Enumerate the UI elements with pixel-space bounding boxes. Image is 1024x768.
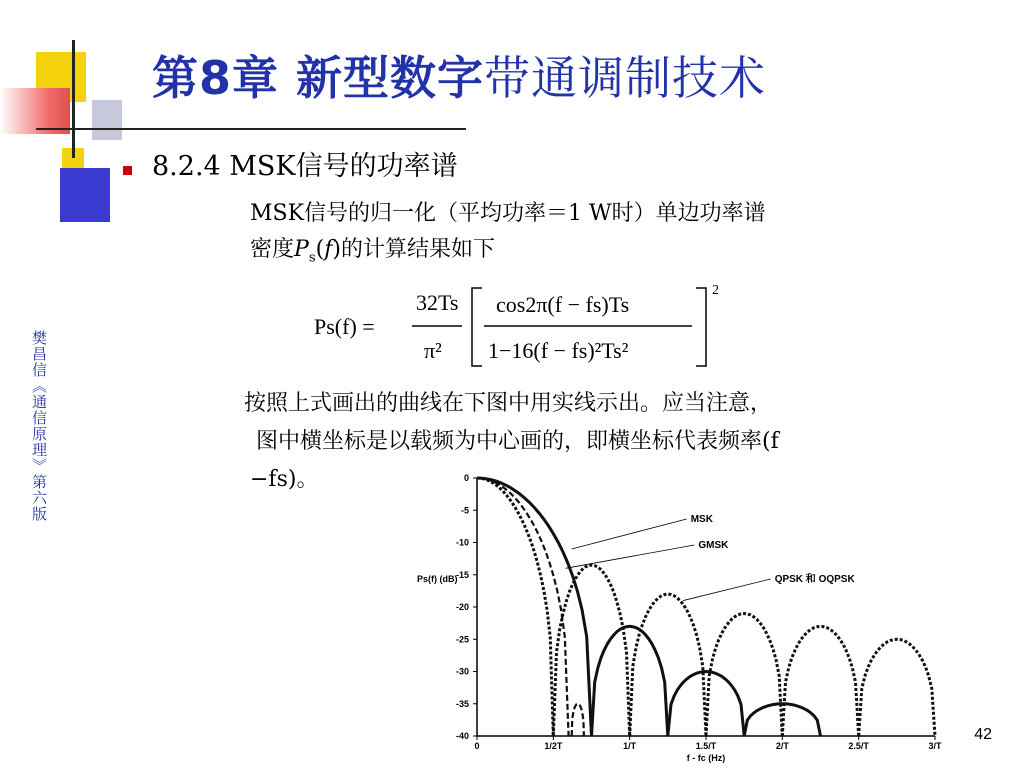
formula-frac-den: 1−16(f − fs)²Ts² bbox=[488, 338, 629, 363]
note-line-1: 按照上式画出的曲线在下图中用实线示出。应当注意， bbox=[244, 391, 773, 416]
y-tick-label: -20 bbox=[455, 602, 469, 612]
annotation-leader bbox=[566, 545, 695, 568]
title-light: 带通调制技术 bbox=[484, 51, 767, 105]
formula-power: 2 bbox=[712, 283, 719, 298]
annotation-label: GMSK bbox=[698, 540, 729, 551]
y-tick-label: -5 bbox=[460, 505, 469, 516]
y-tick-label: 0 bbox=[463, 473, 469, 483]
page-title bbox=[152, 42, 766, 108]
y-tick-label: -30 bbox=[455, 666, 469, 677]
y-axis-label: Ps(f) (dB) bbox=[417, 574, 458, 584]
annotation-leader bbox=[683, 579, 771, 601]
series-msk-lobe bbox=[477, 478, 592, 736]
deco-vertical-line bbox=[72, 40, 75, 158]
x-tick-label: 1.5/T bbox=[695, 741, 717, 751]
series-qpsk-和-oqpsk-lobe bbox=[859, 639, 935, 736]
psd-chart bbox=[405, 470, 945, 768]
deco-blue-square bbox=[60, 168, 110, 222]
annotation-label: MSK bbox=[690, 514, 713, 525]
x-tick-label: 1/T bbox=[623, 741, 637, 751]
bullet-marker bbox=[123, 166, 132, 175]
deco-horizontal-line bbox=[36, 128, 466, 130]
page-number: 42 bbox=[974, 726, 992, 743]
x-axis-label: f - fc (Hz) bbox=[686, 753, 726, 763]
deco-gray-square bbox=[92, 100, 122, 140]
x-tick-label: 2/T bbox=[775, 741, 789, 751]
intro-line2-suffix: 的计算结果如下 bbox=[340, 237, 495, 262]
formula-coef-num: 32Ts bbox=[416, 290, 459, 315]
x-tick-label: 2.5/T bbox=[848, 741, 869, 751]
annotation-leader bbox=[572, 519, 687, 549]
y-tick-label: -35 bbox=[455, 698, 469, 709]
y-tick-label: -15 bbox=[455, 569, 469, 580]
title-bold: 第8章 新型数字 bbox=[152, 51, 485, 105]
x-tick-label: 3/T bbox=[928, 741, 942, 751]
intro-line2-prefix: 密度 bbox=[250, 237, 295, 262]
section-heading: 8.2.4 MSK信号的功率谱 bbox=[152, 151, 458, 182]
y-tick-label: -25 bbox=[455, 634, 469, 645]
x-tick-label: 1/2T bbox=[544, 741, 563, 751]
note-line-2: 图中横坐标是以载频为中心画的，即横坐标代表频率(f bbox=[256, 429, 779, 454]
intro-line-2: 密度$P_s(f)$的计算结果如下 bbox=[250, 237, 495, 266]
x-tick-label: 0 bbox=[474, 741, 480, 751]
sidebar-book-credit: 樊昌信《通信原理》第六版 bbox=[30, 330, 48, 522]
formula-frac-num: cos2π(f − fs)Ts bbox=[496, 292, 630, 317]
series-gmsk-lobe bbox=[477, 478, 569, 736]
y-tick-label: -40 bbox=[455, 731, 469, 741]
series-qpsk-和-oqpsk-lobe bbox=[782, 626, 858, 736]
formula-lhs: Ps(f) = bbox=[314, 314, 375, 339]
series-gmsk-lobe bbox=[572, 704, 584, 736]
psd-formula bbox=[312, 280, 732, 372]
annotation-label: QPSK 和 OQPSK bbox=[774, 574, 855, 585]
intro-line-1: MSK信号的归一化（平均功率＝1 W时）单边功率谱 bbox=[250, 201, 766, 226]
note-line-3: −fs)。 bbox=[250, 467, 319, 492]
y-tick-label: -10 bbox=[455, 537, 469, 548]
formula-coef-den: π² bbox=[424, 338, 442, 363]
